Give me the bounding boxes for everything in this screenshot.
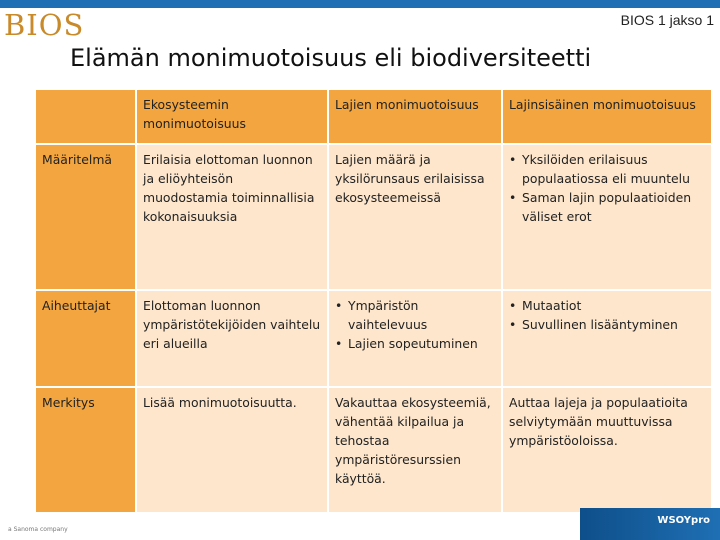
table-header-row xyxy=(36,90,712,144)
slide-title: Elämän monimuotoisuus eli biodiversiteetti xyxy=(70,44,592,72)
column-header-intraspecific: Lajinsisäinen monimuotoisuus xyxy=(502,90,712,144)
table-row xyxy=(36,290,712,387)
bullet-list xyxy=(335,296,495,353)
bios-logo: BIOS xyxy=(4,8,85,42)
bullet-list xyxy=(509,296,705,334)
biodiversity-table xyxy=(36,90,713,514)
cell-significance-ecosystem: Lisää monimuotoisuutta. xyxy=(136,387,328,513)
list-item: • Ympäristön vaihtelevuus xyxy=(348,296,495,334)
table-corner-cell xyxy=(36,90,136,144)
list-item: • Mutaatiot xyxy=(522,296,705,315)
row-label-causes: Aiheuttajat xyxy=(36,290,136,387)
list-item: • Yksilöiden erilaisuus populaatiossa eli muuntelu xyxy=(522,150,705,188)
table-row xyxy=(36,387,712,513)
bullet-list xyxy=(509,150,705,226)
table-row xyxy=(36,144,712,290)
slide-reference: BIOS 1 jakso 1 xyxy=(620,12,714,28)
publisher-logo: WSOYpro xyxy=(657,515,710,526)
cell-causes-ecosystem: Elottoman luonnon ympäristötekijöiden vaihtelu eri alueilla xyxy=(136,290,328,387)
column-header-ecosystem: Ekosysteemin monimuotoisuus xyxy=(136,90,328,144)
cell-causes-species xyxy=(328,290,502,387)
list-item: • Suvullinen lisääntyminen xyxy=(522,315,705,334)
cell-definition-intraspecific xyxy=(502,144,712,290)
cell-significance-species: Vakauttaa ekosysteemiä, vähentää kilpailua ja tehostaa ympäristöresurssien käyttöä. xyxy=(328,387,502,513)
list-item: • Saman lajin populaatioiden väliset erot xyxy=(522,188,705,226)
row-label-significance: Merkitys xyxy=(36,387,136,513)
column-header-species: Lajien monimuotoisuus xyxy=(328,90,502,144)
cell-definition-ecosystem: Erilaisia elottoman luonnon ja eliöyhteisön muodostamia toiminnallisia kokonaisuuksia xyxy=(136,144,328,290)
top-accent-bar xyxy=(0,0,720,8)
list-item: • Lajien sopeutuminen xyxy=(348,334,495,353)
footer-company-note: a Sanoma company xyxy=(8,526,68,533)
cell-definition-species: Lajien määrä ja yksilörunsaus erilaisissa ekosysteemeissä xyxy=(328,144,502,290)
cell-significance-intraspecific: Auttaa lajeja ja populaatioita selviytymään muuttuvissa ympäristöoloissa. xyxy=(502,387,712,513)
cell-causes-intraspecific xyxy=(502,290,712,387)
row-label-definition: Määritelmä xyxy=(36,144,136,290)
